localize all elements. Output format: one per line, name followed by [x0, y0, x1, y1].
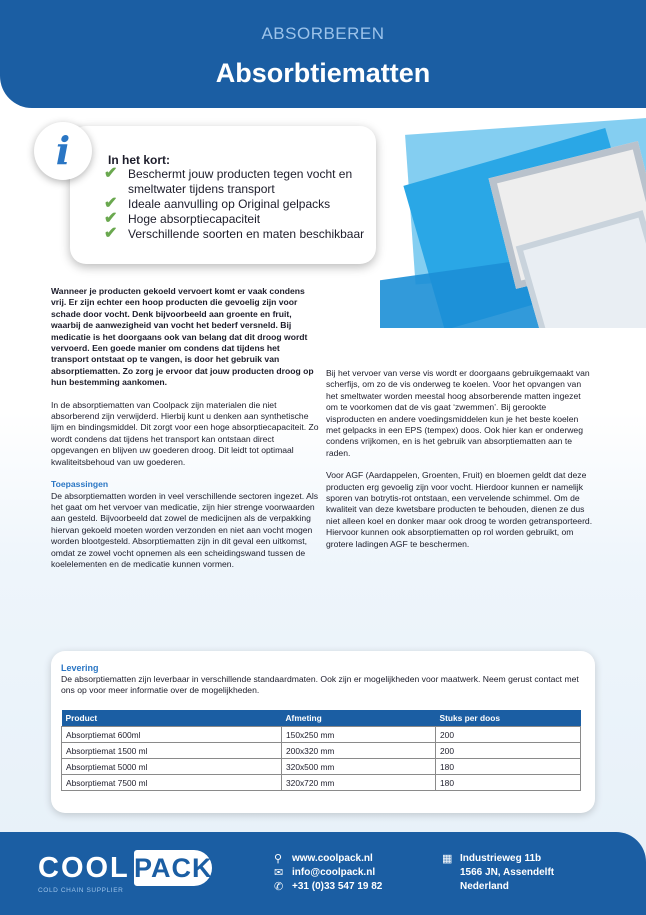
- table-cell: 180: [436, 775, 581, 791]
- column-header: Stuks per doos: [436, 710, 581, 727]
- logo-pack-badge: PACK: [134, 850, 212, 886]
- table-cell: 200x320 mm: [282, 743, 436, 759]
- table-row: [62, 727, 581, 743]
- phone-icon: ✆: [274, 881, 284, 893]
- summary-box: [70, 126, 376, 264]
- email-row: [274, 866, 382, 880]
- building-icon: ▦: [442, 853, 453, 865]
- address-row: [442, 866, 554, 880]
- check-icon: ✔: [104, 165, 118, 182]
- delivery-box: [51, 651, 595, 813]
- product-illustration: [380, 118, 646, 328]
- table-cell: 200: [436, 727, 581, 743]
- logo-tagline: COLD CHAIN SUPPLIER: [38, 887, 124, 894]
- table-row: [62, 743, 581, 759]
- right-column: [326, 368, 594, 561]
- table-cell: 320x720 mm: [282, 775, 436, 791]
- address-street: Industrieweg 11b: [460, 853, 542, 864]
- website-row: [274, 852, 382, 866]
- address-row: [442, 852, 554, 866]
- summary-heading: In het kort:: [108, 153, 170, 167]
- delivery-text: De absorptiematten zijn leverbaar in verschillende standaardmaten. Ook zijn er mogelijkheden voor maatwerk. Neem gerust contact met ons op voor meer informatie over de mogelijkheden.: [61, 674, 579, 696]
- check-icon: ✔: [104, 195, 118, 212]
- product-table: [61, 710, 581, 791]
- check-icon: ✔: [104, 225, 118, 242]
- page-title: Absorbtiematten: [215, 58, 431, 88]
- table-cell: Absorptiemat 600ml: [62, 727, 282, 743]
- check-icon: ✔: [104, 210, 118, 227]
- list-item: ✔ Verschillende soorten en maten beschikbaar: [104, 225, 365, 242]
- table-row: [62, 775, 581, 791]
- location-pin-icon: ⚲: [274, 853, 283, 865]
- table-cell: Absorptiemat 1500 ml: [62, 743, 282, 759]
- page-footer: [0, 832, 646, 915]
- section-heading: Toepassingen: [51, 479, 109, 490]
- list-item: ✔ Beschermt jouw producten tegen vocht en smeltwater tijdens transport: [104, 165, 353, 196]
- address-country: Nederland: [460, 881, 509, 892]
- body-paragraph: De absorptiematten worden in veel verschillende sectoren ingezet. Als het gaat om het vervoer van medicatie, zijn hier strenge voorwaarden aan gesteld. Bijvoorbeeld dat zowel de medicijnen als de verpakking hiervan gekoeld moeten worden verzonden en niet aan vocht mogen worden blootgesteld. Absorptiematten zijn in dit geval een uitkomst, omdat ze zowel vocht opnemen als een scheidingswand tussen de koelelementen en de medicatie kunnen vormen.: [51, 490, 319, 569]
- left-column: [51, 286, 319, 581]
- table-cell: 180: [436, 759, 581, 775]
- table-header-row: [62, 710, 581, 727]
- logo-cool-text: COOL: [38, 852, 130, 884]
- table-cell: 200: [436, 743, 581, 759]
- phone-row: [274, 880, 382, 894]
- body-paragraph: In de absorptiematten van Coolpack zijn materialen die niet absorberend zijn verwijderd. Hierbij kunt u denken aan synthetische lijm en bindingsmiddel. Dit zorgt voor een hoge absorptiecapaciteit. Zo wordt condens dat tijdens het transport kan ontstaan direct opgevangen en blijven uw goederen droog. Dit leidt tot optimaal kwaliteitsbehoud van uw goederen.: [51, 399, 319, 467]
- address-column: [442, 852, 554, 894]
- mail-icon: ✉: [274, 867, 284, 879]
- contact-column: [274, 852, 382, 894]
- delivery-heading: Levering: [61, 663, 99, 673]
- list-item: ✔ Ideale aanvulling op Original gelpacks: [104, 195, 331, 212]
- address-city: 1566 JN, Assendelft: [460, 867, 555, 878]
- table-row: [62, 759, 581, 775]
- email-link[interactable]: info@coolpack.nl: [292, 867, 376, 878]
- column-header: Product: [62, 710, 282, 727]
- page-header: [0, 0, 646, 108]
- body-paragraph: Bij het vervoer van verse vis wordt er doorgaans gebruikgemaakt van scherfijs, om zo de vis onderweg te koelen. Voor het opvangen van het smeltwater worden meestal hoog absorberende matten ingezet om te voorkomen dat de vis gaat ‘zwemmen’. Bij gerookte visproducten en andere voedingsmiddelen kun je het beste koelen met gelpacks in een EPS (tempex) doos. Ook hier kan er onderweg condens vrijkomen, en is het gebruik van absorptiematten aan te raden.: [326, 368, 590, 458]
- category-label: ABSORBEREN: [261, 24, 385, 43]
- info-icon: i: [34, 122, 92, 180]
- table-cell: 150x250 mm: [282, 727, 436, 743]
- website-link[interactable]: www.coolpack.nl: [292, 853, 373, 864]
- address-row: [442, 880, 554, 894]
- summary-list: [104, 167, 366, 242]
- table-cell: 320x500 mm: [282, 759, 436, 775]
- column-header: Afmeting: [282, 710, 436, 727]
- table-cell: Absorptiemat 7500 ml: [62, 775, 282, 791]
- intro-paragraph: Wanneer je producten gekoeld vervoert komt er vaak condens vrij. Er zijn echter een hoop producten die gevoelig zijn voor schade door vocht. Denk bijvoorbeeld aan groente en fruit, waarbij de aanwezigheid van vocht het bederf versneld. Bij medicatie is het doorgaans ook van belang dat dit droog wordt vervoerd. Een goede manier om condens dat tijdens het transport ontstaat op te vangen, is door het gebruik van absorptiematten. Zo zorg je ervoor dat jouw producten droog op hun bestemming aankomen.: [51, 286, 314, 388]
- body-paragraph: Voor AGF (Aardappelen, Groenten, Fruit) en bloemen geldt dat deze producten erg gevoelig zijn voor vocht. Hierdoor kunnen er namelijk sporen van botrytis-rot ontstaan, een vervelende schimmel. Om de kwaliteit van deze kwetsbare producten te behouden, dienen ze dus niet alleen koel en donker maar ook droog te worden getransporteerd. Hiervoor kunnen ook absorptiematten op rol worden gebruikt, om grotere ladingen AGF te beschermen.: [326, 470, 593, 549]
- list-item: ✔ Hoge absorptiecapaciteit: [104, 210, 261, 227]
- phone-link[interactable]: +31 (0)33 547 19 82: [292, 881, 383, 892]
- table-cell: Absorptiemat 5000 ml: [62, 759, 282, 775]
